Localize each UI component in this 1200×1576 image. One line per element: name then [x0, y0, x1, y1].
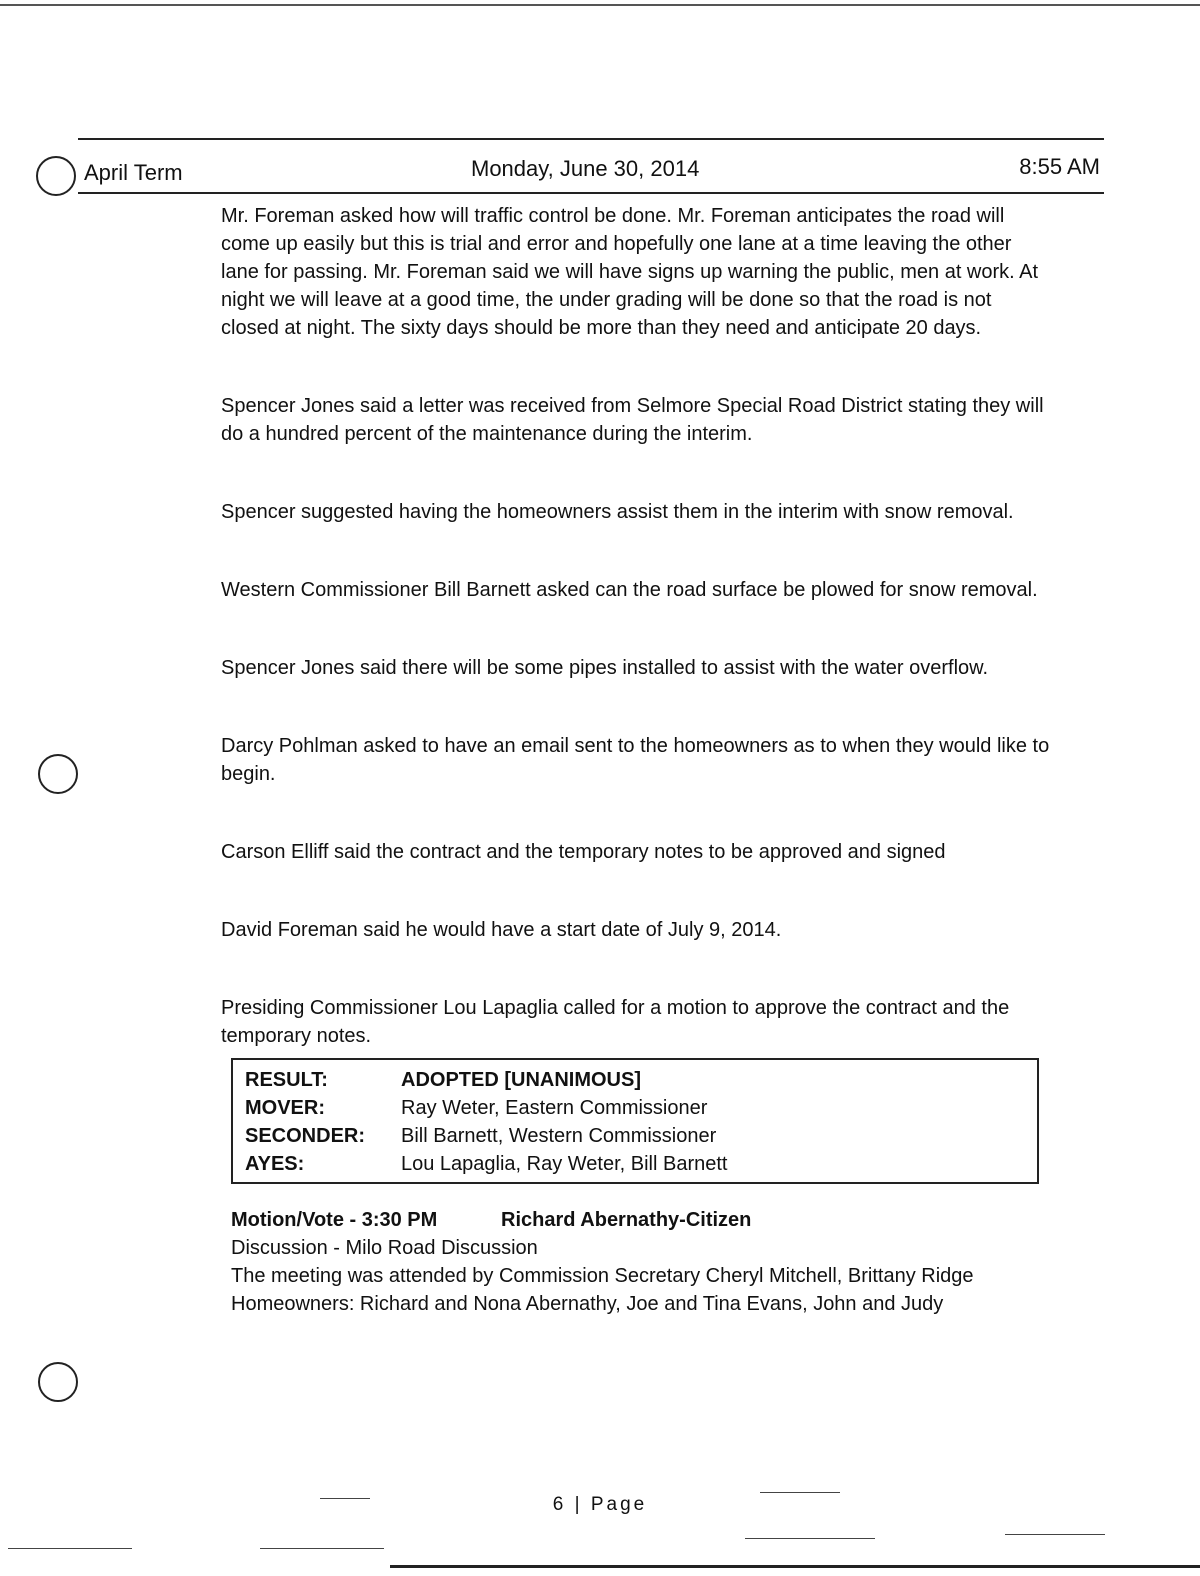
punch-hole-bottom — [38, 1362, 78, 1402]
paragraph-contract: Carson Elliff said the contract and the temporary notes to be approved and signed — [221, 841, 946, 863]
scan-mark — [1005, 1534, 1105, 1535]
scan-top-edge — [0, 4, 1200, 6]
motion-time: Motion/Vote - 3:30 PM — [231, 1209, 438, 1231]
motion-attendance-line-2: Homeowners: Richard and Nona Abernathy, Joe and Tina Evans, John and Judy — [231, 1293, 944, 1315]
scan-mark — [745, 1538, 875, 1539]
punch-hole-top — [36, 156, 76, 196]
motion-discussion: Discussion - Milo Road Discussion — [231, 1237, 538, 1259]
motion-heading — [231, 1206, 1051, 1234]
header-rule-top — [78, 138, 1104, 140]
vote-row-mover — [245, 1094, 1027, 1122]
ayes-label: AYES: — [245, 1153, 305, 1175]
scan-mark — [760, 1492, 840, 1493]
ayes-value: Lou Lapaglia, Ray Weter, Bill Barnett — [401, 1153, 728, 1175]
mover-label: MOVER: — [245, 1097, 325, 1119]
result-label: RESULT: — [245, 1069, 328, 1091]
header-rule-bottom — [78, 192, 1104, 194]
motion-title: Richard Abernathy-Citizen — [501, 1209, 752, 1231]
paragraph-pipes: Spencer Jones said there will be some pipes installed to assist with the water overflow. — [221, 657, 989, 679]
scan-bottom-edge — [390, 1565, 1200, 1568]
result-value: ADOPTED [UNANIMOUS] — [401, 1069, 641, 1091]
motion-attendance-line-1: The meeting was attended by Commission Secretary Cheryl Mitchell, Brittany Ridge — [231, 1265, 974, 1287]
header-term: April Term — [84, 160, 183, 185]
paragraph-email: Darcy Pohlman asked to have an email sent to the homeowners as to when they would like to begin. — [221, 735, 1050, 785]
paragraph-traffic-control: Mr. Foreman asked how will traffic control be done. Mr. Foreman anticipates the road will come up easily but this is trial and error and hopefully one lane at a time leaving the other lane for passing. Mr. Foreman said we will have signs up warning the public, men at work. At night we will leave at a good time, the under grading will be done so that the road is not closed at night. The sixty days should be more than they need and anticipate 20 days. — [221, 205, 1039, 339]
motion-section — [231, 1206, 1051, 1318]
paragraph-call-for-motion: Presiding Commissioner Lou Lapaglia called for a motion to approve the contract and the temporary notes. — [221, 997, 1010, 1047]
paragraph-snow-homeowners: Spencer suggested having the homeowners assist them in the interim with snow removal. — [221, 501, 1014, 523]
paragraph-start-date: David Foreman said he would have a start date of July 9, 2014. — [221, 919, 782, 941]
header-time: 8:55 AM — [1019, 154, 1100, 179]
vote-row-result — [245, 1066, 1027, 1094]
scan-mark — [320, 1498, 370, 1499]
paragraph-plowed: Western Commissioner Bill Barnett asked can the road surface be plowed for snow removal. — [221, 579, 1038, 601]
page-header — [78, 138, 1104, 194]
vote-result-box — [231, 1058, 1039, 1184]
mover-value: Ray Weter, Eastern Commissioner — [401, 1097, 708, 1119]
header-date: Monday, June 30, 2014 — [471, 156, 700, 181]
punch-hole-middle — [38, 754, 78, 794]
vote-row-seconder — [245, 1122, 1027, 1150]
seconder-value: Bill Barnett, Western Commissioner — [401, 1125, 717, 1147]
scan-mark — [260, 1548, 384, 1549]
minutes-body — [221, 202, 1051, 1318]
vote-row-ayes — [245, 1150, 1027, 1178]
paragraph-letter: Spencer Jones said a letter was received from Selmore Special Road District stating they will do a hundred percent of the maintenance during the interim. — [221, 395, 1044, 445]
page-number: 6 | Page — [552, 1494, 648, 1515]
scan-mark — [8, 1548, 132, 1549]
seconder-label: SECONDER: — [245, 1125, 366, 1147]
